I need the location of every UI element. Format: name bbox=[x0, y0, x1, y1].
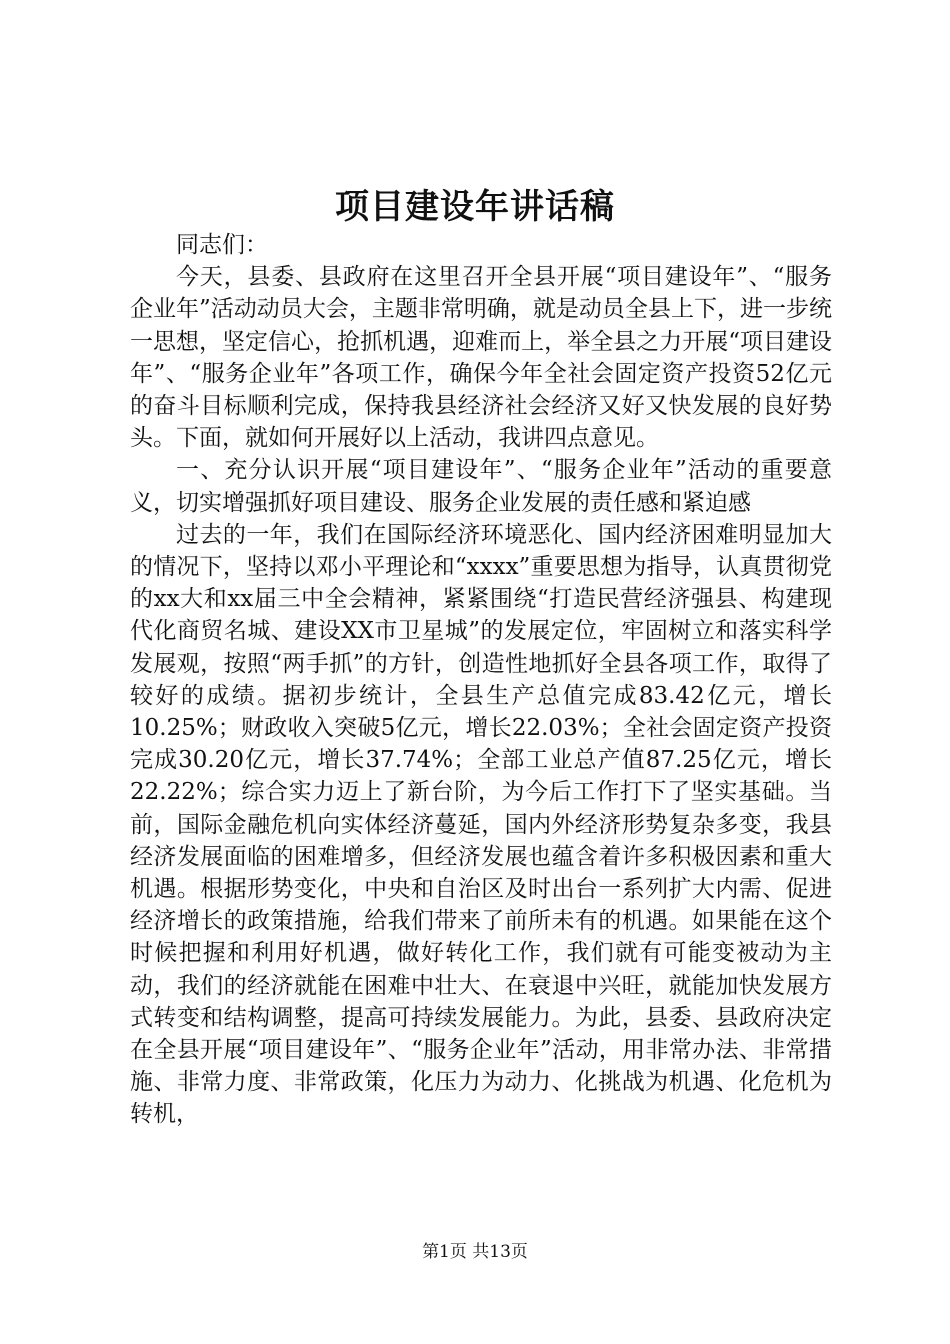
section-heading-paragraph: 一、充分认识开展“项目建设年”、“服务企业年”活动的重要意义，切实增强抓好项目建设、服务企业发展的责任感和紧迫感 bbox=[130, 457, 832, 516]
document-title: 项目建设年讲话稿 bbox=[335, 187, 615, 227]
salutation-paragraph: 同志们： bbox=[176, 232, 268, 258]
document-body bbox=[130, 229, 832, 1131]
intro-paragraph: 今天，县委、县政府在这里召开全县开展“项目建设年”、“服务企业年”活动动员大会，主题非常明确，就是动员全县上下，进一步统一思想，坚定信心，抢抓机遇，迎难而上，举全县之力开展“项目建设年”、“服务企业年”各项工作，确保今年全社会固定资产投资52亿元的奋斗目标顺利完成，保持我县经济社会经济又好又快发展的良好势头。下面，就如何开展好以上活动，我讲四点意见。 bbox=[130, 264, 832, 452]
page-footer: 第1页 共13页 bbox=[422, 1242, 528, 1262]
review-paragraph: 过去的一年，我们在国际经济环境恶化、国内经济困难明显加大的情况下，坚持以邓小平理论和“xxxx”重要思想为指导，认真贯彻党的xx大和xx届三中全会精神，紧紧围绕“打造民营经济强县、构建现代化商贸名城、建设XX市卫星城”的发展定位，牢固树立和落实科学发展观，按照“两手抓”的方针，创造性地抓好全县各项工作，取得了较好的成绩。据初步统计，全县生产总值完成83.42亿元，增长10.25%；财政收入突破5亿元，增长22.03%；全社会固定资产投资完成30.20亿元，增长37.74%；全部工业总产值87.25亿元，增长22.22%；综合实力迈上了新台阶，为今后工作打下了坚实基础。当前，国际金融危机向实体经济蔓延，国内外经济形势复杂多变，我县经济发展面临的困难增多，但经济发展也蕴含着许多积极因素和重大机遇。根据形势变化，中央和自治区及时出台一系列扩大内需、促进经济增长的政策措施，给我们带来了前所未有的机遇。如果能在这个时候把握和利用好机遇，做好转化工作，我们就有可能变被动为主动，我们的经济就能在困难中壮大、在衰退中兴旺，就能加快发展方式转变和结构调整，提高可持续发展能力。为此，县委、县政府决定在全县开展“项目建设年”、“服务企业年”活动，用非常办法、非常措施、非常力度、非常政策，化压力为动力、化挑战为机遇、化危机为转机， bbox=[130, 521, 832, 1128]
